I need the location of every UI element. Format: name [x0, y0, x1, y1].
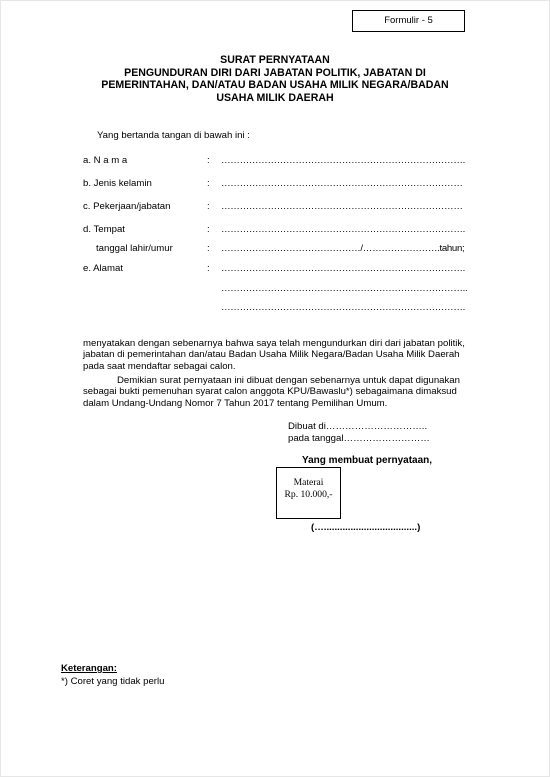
field-alamat-line-2: [83, 283, 483, 297]
field-label: d. Tempat: [83, 224, 125, 235]
fill-in-line[interactable]: …………………………………………………………………….: [221, 263, 466, 274]
signatory-title: Yang membuat pernyataan,: [302, 455, 433, 466]
fill-in-line[interactable]: ……………………………………………………………………..: [221, 283, 468, 294]
closing-paragraph: [83, 375, 486, 409]
field-label: e. Alamat: [83, 263, 123, 274]
fill-in-line[interactable]: …………………………………………………………………….: [221, 155, 466, 166]
field-label: tanggal lahir/umur: [96, 243, 173, 254]
field-colon: :: [207, 155, 210, 166]
field-alamat-line-3: [83, 302, 483, 316]
field-colon: :: [207, 178, 210, 189]
signatory-name-placeholder[interactable]: (…...................................): [311, 522, 421, 533]
title-line-3: PEMERINTAHAN, DAN/ATAU BADAN USAHA MILIK NEGARA/BADAN: [101, 79, 449, 91]
field-colon: :: [207, 263, 210, 274]
closing-line-3: dalam Undang-Undang Nomor 7 Tahun 2017 tentang Pemilihan Umum.: [83, 397, 388, 409]
field-colon: :: [207, 243, 210, 254]
field-colon: :: [207, 224, 210, 235]
field-label: a. N a m a: [83, 155, 128, 166]
materai-stamp-box: [276, 467, 341, 519]
fill-in-line[interactable]: …………………………………………………………………….: [221, 302, 466, 313]
keterangan-heading: Keterangan:: [61, 663, 117, 674]
form-code-box: [352, 10, 465, 32]
keterangan-note: *) Coret yang tidak perlu: [61, 676, 165, 687]
field-label: b. Jenis kelamin: [83, 178, 152, 189]
field-tanggal-lahir: [83, 243, 483, 257]
dibuat-di[interactable]: Dibuat di…………………………..: [288, 421, 428, 432]
field-colon: :: [207, 201, 210, 212]
field-pekerjaan: [83, 201, 483, 215]
field-label: c. Pekerjaan/jabatan: [83, 201, 171, 212]
fill-in-line[interactable]: …………………………………………………………………….: [221, 224, 466, 235]
title-line-2: PENGUNDURAN DIRI DARI JABATAN POLITIK, JABATAN DI: [124, 66, 426, 79]
field-jenis-kelamin: [83, 178, 483, 192]
intro-text: Yang bertanda tangan di bawah ini :: [97, 130, 250, 141]
field-nama: [83, 155, 483, 169]
statement-line-3: pada saat mendaftar sebagai calon.: [83, 360, 236, 372]
form-code: Formulir - 5: [384, 15, 433, 26]
stamp-amount: Rp. 10.000,-: [284, 489, 333, 500]
statement-line-1: menyatakan dengan sebenarnya bahwa saya telah mengundurkan diri dari jabatan politik,: [83, 338, 465, 349]
field-alamat: [83, 263, 483, 277]
fill-in-line[interactable]: ……………………………………………………………………: [221, 178, 463, 189]
closing-line-2: sebagai bukti pemenuhan syarat calon anggota KPU/Bawaslu*) sebagaimana dimaksud: [83, 386, 457, 398]
field-tempat: [83, 224, 483, 238]
pada-tanggal[interactable]: pada tanggal………………………: [288, 433, 430, 444]
stamp-label: Materai: [293, 477, 324, 488]
title-line-4: USAHA MILIK DAERAH: [216, 91, 334, 104]
statement-line-2: jabatan di pemerintahan dan/atau Badan Usaha Milik Negara/Badan Usaha Milik Daerah: [83, 349, 460, 361]
title-line-1: SURAT PERNYATAAN: [220, 54, 330, 66]
document-title: [70, 54, 480, 104]
closing-line-1: Demikian surat pernyataan ini dibuat dengan sebenarnya untuk dapat digunakan: [117, 375, 460, 386]
fill-in-line[interactable]: ………………………………………/…………………….tahun;: [221, 243, 465, 254]
statement-paragraph: [83, 338, 486, 372]
fill-in-line[interactable]: ……………………………………………………………………: [221, 201, 463, 212]
